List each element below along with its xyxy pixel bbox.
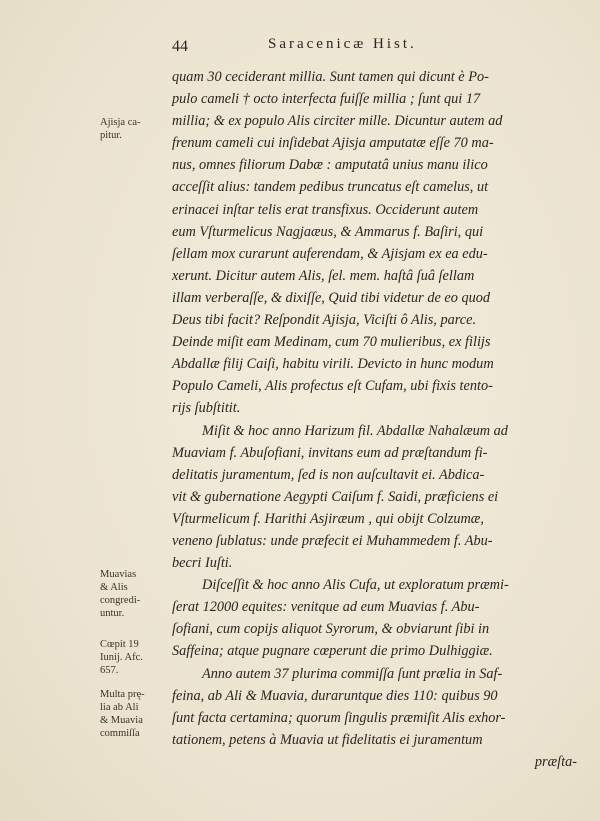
margin-note-multa: Multa prę- lia ab Ali & Muavia commiſſa xyxy=(100,689,145,739)
margin-note-coepit: Cœpit 19 Iunij. Afc. 657. xyxy=(100,639,143,676)
paragraph-start: Miſit & hoc anno Harizum fil. Abdallæ Nahalæum ad xyxy=(202,422,508,439)
text-line: millia; & ex populo Alis circiter mille. Dicuntur autem ad xyxy=(172,113,503,130)
margin-note-ajisja: Ajisja ca- pitur. xyxy=(100,117,141,141)
paragraph-start: Diſceſſit & hoc anno Alis Cufa, ut exploratum præmi- xyxy=(202,577,509,594)
catchword: præſta- xyxy=(534,753,577,770)
text-line: ſellam mox curarunt auferendam, & Ajisjam ex ea edu- xyxy=(172,245,488,262)
text-line: Muaviam f. Abuſofiani, invitans eum ad præſtandum fi- xyxy=(172,444,488,461)
text-line: ſunt facta certamina; quorum ſingulis præmiſit Alis exhor- xyxy=(172,709,506,726)
text-line: tationem, petens à Muavia ut fidelitatis ei juramentum xyxy=(172,731,483,748)
running-title: Saracenicæ Hist. xyxy=(268,36,417,52)
paragraph-start: Anno autem 37 plurima commiſſa ſunt prælia in Saf- xyxy=(202,665,503,682)
text-line: feina, ab Ali & Muavia, duraruntque dies 110: quibus 90 xyxy=(172,687,498,704)
text-line: nus, omnes filiorum Dabæ : amputatâ unius manu ilico xyxy=(172,157,488,174)
text-line: ſerat 12000 equites: venitque ad eum Muavias f. Abu- xyxy=(172,599,480,616)
text-line: quam 30 ceciderant millia. Sunt tamen qui dicunt è Po- xyxy=(172,69,489,85)
text-line: erinacei inſtar telis erat transfixus. Occiderunt autem xyxy=(172,201,479,218)
text-line: vit & gubernatione Aegypti Caiſum f. Saidi, præficiens ei xyxy=(172,488,499,505)
text-line: Deus tibi facit? Reſpondit Ajisja, Viciſti ô Alis, parce. xyxy=(172,312,477,329)
page-number: 44 xyxy=(172,38,188,55)
text-line: becri Iuſti. xyxy=(172,555,233,572)
text-line: Deinde miſit eam Medinam, cum 70 mulieribus, ex filijs xyxy=(172,334,491,351)
text-line: veneno ſublatus: unde præfecit ei Muhammedem f. Abu- xyxy=(172,532,493,549)
text-line: pulo cameli † octo interfecta fuiſſe millia ; ſunt qui 17 xyxy=(172,91,481,108)
text-line: eum Vſturmelicus Nagjaæus, & Ammarus f. Baſiri, qui xyxy=(172,223,484,240)
text-line: rijs ſubſtitit. xyxy=(172,400,241,417)
text-line: Populo Cameli, Alis profectus eſt Cufam, ubi fixis tento- xyxy=(172,378,493,395)
text-line: xerunt. Dicitur autem Alis, ſel. mem. haſtâ ſuâ ſellam xyxy=(172,267,475,284)
body-text xyxy=(172,66,597,773)
text-line: Vſturmelicum f. Harithi Asjiræum , qui obijt Colzumæ, xyxy=(172,510,484,527)
text-line: delitatis juramentum, ſed is non auſcultavit ei. Abdica- xyxy=(172,466,485,483)
text-line: Abdallæ filij Caiſi, habitu virili. Devicto in hunc modum xyxy=(172,356,494,373)
text-line: ſofiani, cum copijs aliquot Syrorum, & obviarunt ſibi in xyxy=(172,621,490,638)
text-line: frenum cameli cui inſidebat Ajisja amputatæ eſſe 70 ma- xyxy=(172,135,494,152)
text-line: acceſſit alius: tandem pedibus truncatus eſt camelus, ut xyxy=(172,179,489,196)
text-line: illam verberaſſe, & dixiſſe, Quid tibi videtur de eo quod xyxy=(172,289,491,306)
margin-note-muavias: Muavias & Alis congredi- untur. xyxy=(100,569,141,619)
text-line: Saffeina; atque pugnare cœperunt die primo Dulhiggiæ. xyxy=(172,643,493,660)
